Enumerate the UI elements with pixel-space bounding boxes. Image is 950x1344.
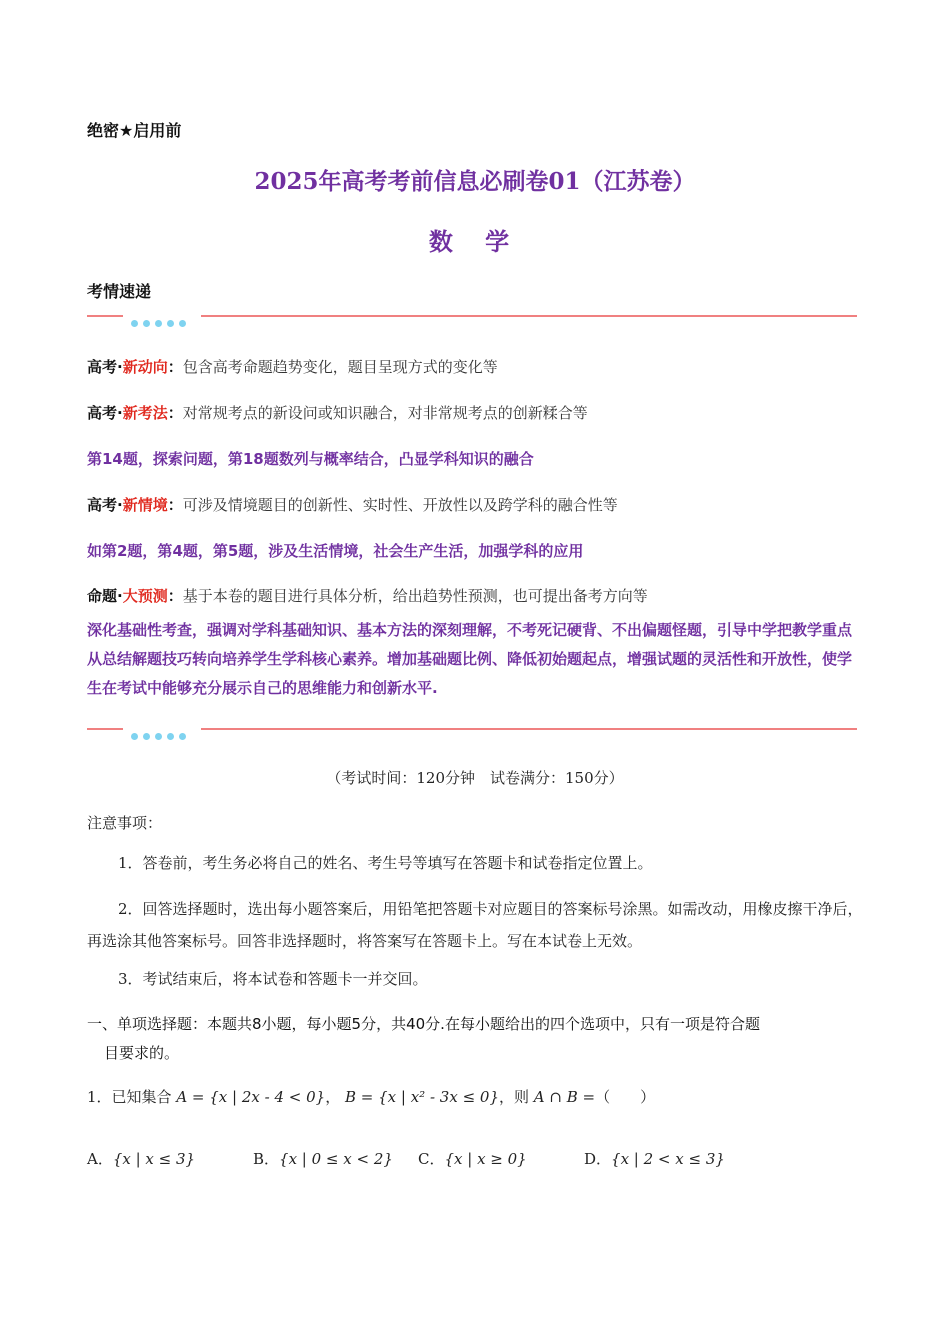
note-2: 2．回答选择题时，选出每小题答案后，用铅笔把答题卡对应题目的答案标号涂黑。如需改动，用橡皮擦干净后，再选涂其他答案标号。回答非选择题时，将答案写在答题卡上。写在本试卷上无效。 <box>87 900 863 950</box>
highlight-line-1: 第14题，探索问题，第18题数列与概率结合，凸显学科知识的融合 <box>87 450 534 468</box>
question-1: 1．已知集合 A = {x | 2x - 4 < 0}， B = {x | x² - 3x ≤ 0}，则 A ∩ B =（ ） <box>87 1088 656 1106</box>
info-line-new-method: 高考·新考法：对常规考点的新设问或知识融合，对非常规考点的创新糅合等 <box>87 404 588 422</box>
note-1: 1．答卷前，考生务必将自己的姓名、考生号等填写在答题卡和试卷指定位置上。 <box>118 854 653 872</box>
notes-title: 注意事项： <box>87 814 163 832</box>
option-b[interactable]: B．{x | 0 ≤ x < 2} <box>253 1150 393 1168</box>
prediction-paragraph: 深化基础性考查，强调对学科基础知识、基本方法的深刻理解，不考死记硬背、不出偏题怪题，引导中学把教学重点从总结解题技巧转向培养学生学科核心素养。增加基础题比例、降低初始题起点，增强试题的灵活性和开放性，使学生在考试中能够充分展示自己的思维能力和创新水平. <box>87 621 853 697</box>
divider-bottom <box>87 722 857 736</box>
info-line-prediction: 命题·大预测：基于本卷的题目进行具体分析，给出趋势性预测，也可提出备考方向等 <box>87 587 648 605</box>
divider-top <box>87 309 857 323</box>
info-line-new-trend: 高考·新动向：包含高考命题趋势变化，题目呈现方式的变化等 <box>87 358 498 376</box>
option-a[interactable]: A．{x | x ≤ 3} <box>87 1150 196 1168</box>
page-title: 2025年高考考前信息必刷卷01（江苏卷） <box>254 168 696 195</box>
highlight-line-2: 如第2题，第4题，第5题，涉及生活情境，社会生产生活，加强学科的应用 <box>87 542 584 560</box>
section-heading: 考情速递 <box>87 282 152 301</box>
subject-title: 数 学 <box>428 227 522 256</box>
option-c[interactable]: C．{x | x ≥ 0} <box>418 1150 527 1168</box>
note-3: 3．考试结束后，将本试卷和答题卡一并交回。 <box>118 970 428 988</box>
info-line-new-context: 高考·新情境：可涉及情境题目的创新性、实时性、开放性以及跨学科的融合性等 <box>87 496 618 514</box>
intersection-expr: A ∩ B = <box>533 1088 596 1106</box>
set-a: A = {x | 2x - 4 < 0} <box>176 1088 326 1106</box>
exam-timing: （考试时间：120分钟 试卷满分：150分） <box>326 769 624 787</box>
option-d[interactable]: D．{x | 2 < x ≤ 3} <box>584 1150 725 1168</box>
question-section-title: 一、单项选择题：本题共8小题，每小题5分，共40分.在每小题给出的四个选项中，只有一项是符合题 目要求的。 <box>87 1015 760 1062</box>
set-b: B = {x | x² - 3x ≤ 0} <box>345 1088 499 1106</box>
confidential-label: 绝密★启用前 <box>87 121 182 140</box>
